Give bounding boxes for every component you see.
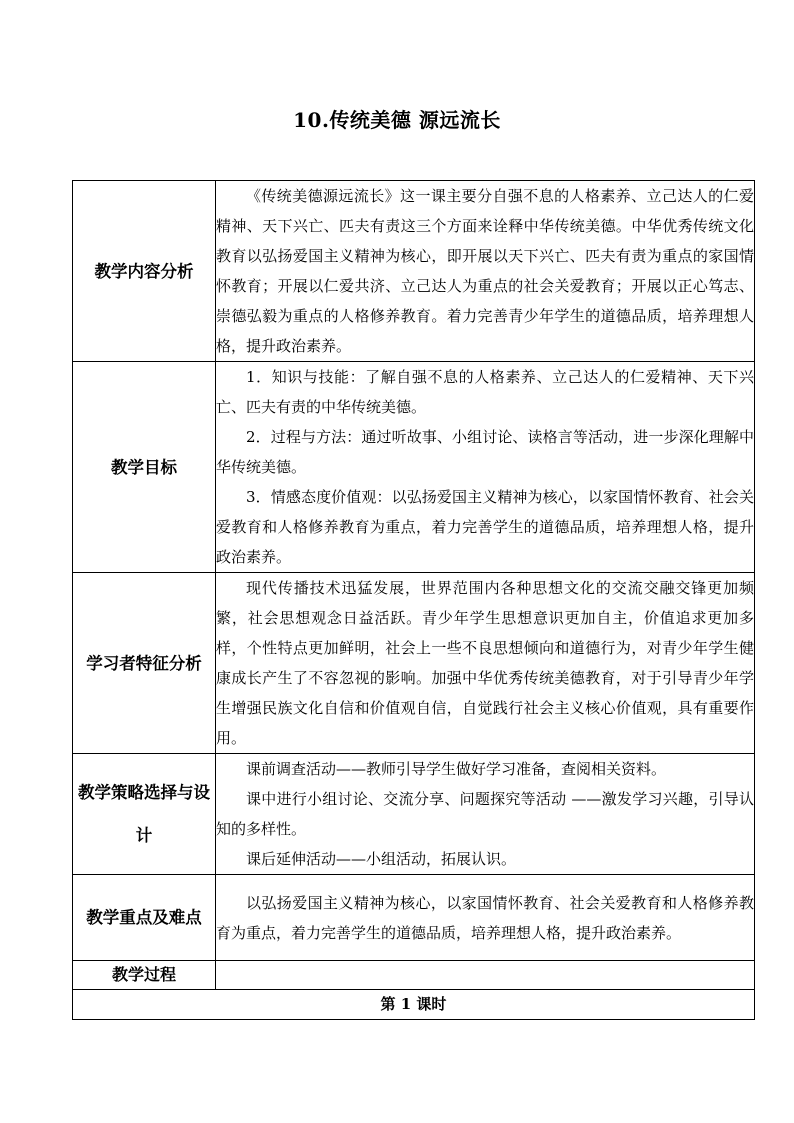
paragraph: 1．知识与技能：了解自强不息的人格素养、立己达人的仁爱精神、天下兴亡、匹夫有责的中华传统美德。	[216, 368, 754, 416]
row-teaching-goals	[73, 362, 755, 573]
row-label: 学习者特征分析	[73, 573, 216, 754]
row-teaching-process	[73, 961, 755, 990]
row-content	[216, 754, 755, 875]
lesson-plan-table	[72, 180, 755, 1020]
row-content-empty	[216, 961, 755, 990]
paragraph: 《传统美德源远流长》这一课主要分自强不息的人格素养、立己达人的仁爱精神、天下兴亡、匹夫有责这三个方面来诠释中华传统美德。中华优秀传统文化教育以弘扬爱国主义精神为核心，即开展以天下兴亡、匹夫有责为重点的家国情怀教育；开展以仁爱共济、立己达人为重点的社会关爱教育；开展以正心笃志、崇德弘毅为重点的人格修养教育。着力完善青少年学生的道德品质，培养理想人格，提升政治素养。	[216, 187, 754, 355]
row-lesson-period	[73, 990, 755, 1020]
lesson-period-label: 第 1 课时	[73, 990, 755, 1020]
paragraph: 2．过程与方法：通过听故事、小组讨论、读格言等活动，进一步深化理解中华传统美德。	[216, 428, 754, 476]
row-label: 教学重点及难点	[73, 875, 216, 961]
row-content	[216, 573, 755, 754]
row-label: 教学策略选择与设计	[73, 754, 216, 875]
row-key-points	[73, 875, 755, 961]
document-title: 10.传统美德 源远流长	[293, 108, 501, 132]
row-label: 教学内容分析	[73, 181, 216, 362]
paragraph: 课后延伸活动——小组活动，拓展认识。	[246, 850, 517, 868]
lesson-plan-body	[73, 181, 755, 1020]
row-label: 教学过程	[73, 961, 216, 990]
row-learner-analysis	[73, 573, 755, 754]
row-strategy	[73, 754, 755, 875]
row-content-analysis	[73, 181, 755, 362]
paragraph: 3．情感态度价值观：以弘扬爱国主义精神为核心，以家国情怀教育、社会关爱教育和人格修养教育为重点，着力完善学生的道德品质，培养理想人格，提升政治素养。	[216, 488, 754, 566]
paragraph: 课前调查活动——教师引导学生做好学习准备，查阅相关资料。	[246, 760, 667, 778]
paragraph: 以弘扬爱国主义精神为核心，以家国情怀教育、社会关爱教育和人格修养教育为重点，着力完善学生的道德品质，培养理想人格，提升政治素养。	[216, 893, 754, 942]
paragraph: 课中进行小组讨论、交流分享、问题探究等活动 ——激发学习兴趣，引导认知的多样性。	[216, 790, 754, 838]
row-content	[216, 362, 755, 573]
row-content	[216, 181, 755, 362]
paragraph: 现代传播技术迅猛发展，世界范围内各种思想文化的交流交融交锋更加频繁，社会思想观念日益活跃。青少年学生思想意识更加自主，价值追求更加多样，个性特点更加鲜明，社会上一些不良思想倾向和道德行为，对青少年学生健康成长产生了不容忽视的影响。加强中华优秀传统美德教育，对于引导青少年学生增强民族文化自信和价值观自信，自觉践行社会主义核心价值观，具有重要作用。	[216, 579, 754, 747]
row-content	[216, 875, 755, 961]
row-label: 教学目标	[73, 362, 216, 573]
